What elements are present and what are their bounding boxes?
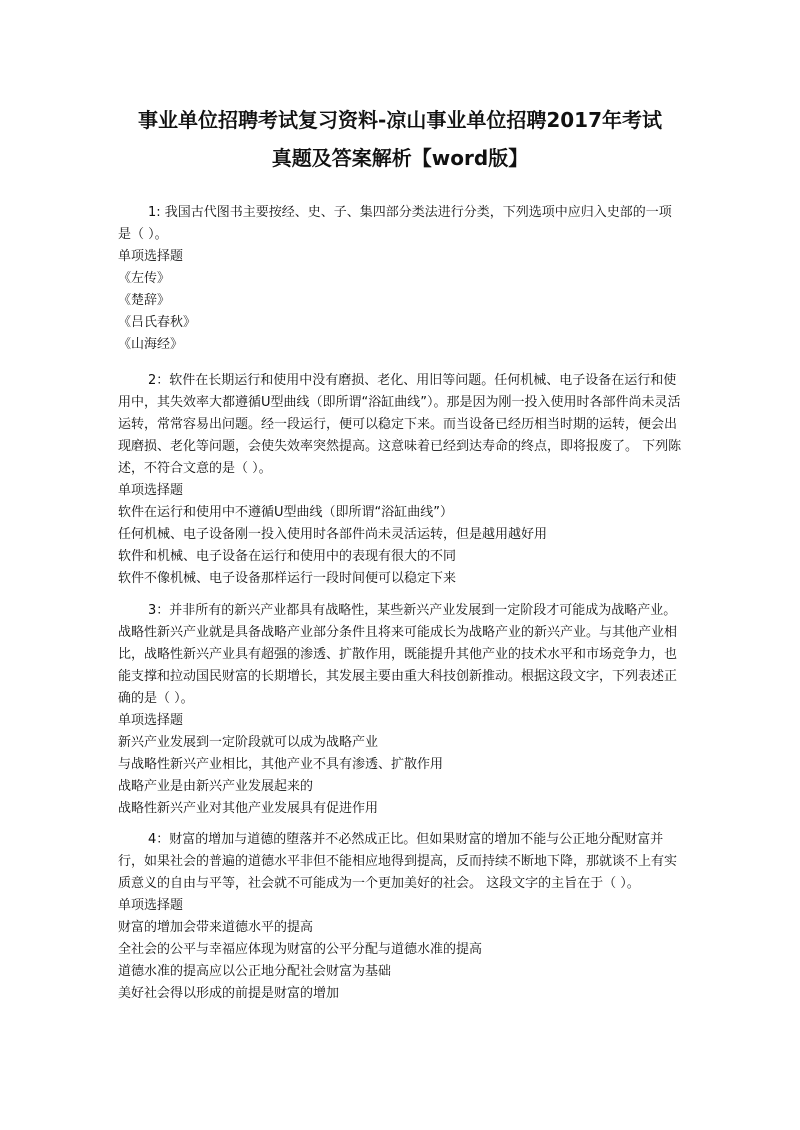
question-1-option-b: 《楚辞》 [118, 293, 171, 308]
question-3 [118, 600, 684, 820]
question-3-option-a: 新兴产业发展到一定阶段就可以成为战略产业 [118, 735, 379, 750]
question-2-stem: 2：软件在长期运行和使用中没有磨损、老化、用旧等问题。任何机械、电子设备在运行和使用中，其失效率大都遵循U型曲线（即所谓“浴缸曲线”）。那是因为刚一投入使用时各部件尚未灵活运转，常常容易出问题。经一段运行，便可以稳定下来。而当设备已经历相当时期的运转，便会出现磨损、老化等问题，会使失效率突然提高。这意味着已经到达寿命的终点，即将报废了。 下列陈述，不符合文意的是（ ）。 [118, 373, 682, 476]
question-4-option-c: 道德水准的提高应以公正地分配社会财富为基础 [118, 964, 392, 979]
question-3-type: 单项选择题 [118, 713, 184, 728]
question-2-option-c: 软件和机械、电子设备在运行和使用中的表现有很大的不同 [118, 549, 457, 564]
question-1 [118, 202, 684, 356]
question-3-option-c: 战略产业是由新兴产业发展起来的 [118, 779, 314, 794]
question-3-stem: 3：并非所有的新兴产业都具有战略性，某些新兴产业发展到一定阶段才可能成为战略产业。战略性新兴产业就是具备战略产业部分条件且将来可能成长为战略产业的新兴产业。与其他产业相比，战略性新兴产业具有超强的渗透、扩散作用，既能提升其他产业的技术水平和市场竞争力，也能支撑和拉动国民财富的长期增长，其发展主要由重大科技创新推动。根据这段文字，下列表述正确的是（ ）。 [118, 603, 678, 706]
question-2-option-b: 任何机械、电子设备刚一投入使用时各部件尚未灵活运转，但是越用越好用 [118, 527, 548, 542]
question-4-option-a: 财富的增加会带来道德水平的提高 [118, 920, 314, 935]
question-1-type: 单项选择题 [118, 249, 184, 264]
question-2-option-d: 软件不像机械、电子设备那样运行一段时间便可以稳定下来 [118, 571, 457, 586]
question-3-option-b: 与战略性新兴产业相比，其他产业不具有渗透、扩散作用 [118, 757, 444, 772]
question-1-option-a: 《左传》 [118, 271, 171, 286]
question-2-option-a: 软件在运行和使用中不遵循U型曲线（即所谓“浴缸曲线”） [118, 505, 453, 520]
question-4-option-d: 美好社会得以形成的前提是财富的增加 [118, 986, 340, 1001]
document-title-line-2: 真题及答案解析【word版】 [271, 146, 529, 170]
question-3-option-d: 战略性新兴产业对其他产业发展具有促进作用 [118, 801, 379, 816]
question-2-type: 单项选择题 [118, 483, 184, 498]
question-2 [118, 370, 684, 590]
question-4-option-b: 全社会的公平与幸福应体现为财富的公平分配与道德水准的提高 [118, 942, 483, 957]
question-1-option-c: 《吕氏春秋》 [118, 315, 197, 330]
question-4-stem: 4：财富的增加与道德的堕落并不必然成正比。但如果财富的增加不能与公正地分配财富并行，如果社会的普遍的道德水平非但不能相应地得到提高，反而持续不断地下降，那就谈不上有实质意义的自由与平等，社会就不可能成为一个更加美好的社会。 这段文字的主旨在于（ ）。 [118, 832, 678, 891]
document-title-line-1: 事业单位招聘考试复习资料-凉山事业单位招聘2017年考试 [138, 108, 662, 132]
question-4 [118, 829, 684, 1005]
question-1-option-d: 《山海经》 [118, 337, 184, 352]
question-1-stem: 1: 我国古代图书主要按经、史、子、集四部分类法进行分类，下列选项中应归入史部的一项是（ ）。 [118, 205, 672, 242]
question-4-type: 单项选择题 [118, 898, 184, 913]
